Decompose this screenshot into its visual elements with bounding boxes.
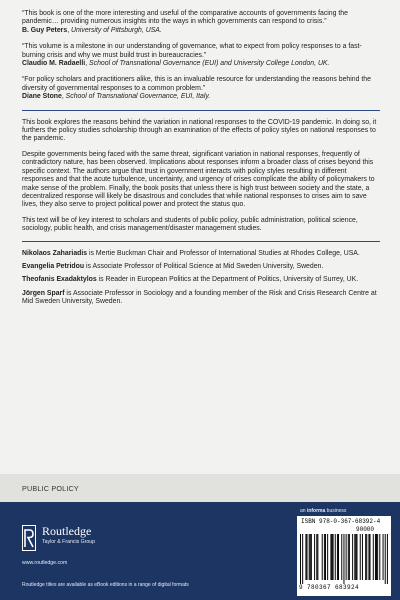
- description-paragraph: This book explores the reasons behind the variation in national responses to the COVID-19 pandemic. In doing so, it furthers the policy studies scholarship through an examination of the effects of policy styles on national responses to the pandemic.: [22, 118, 377, 143]
- ean-number: 9 780367 683924: [299, 584, 360, 591]
- barcode-bar: [302, 534, 303, 584]
- quote-author: B. Guy Peters: [22, 26, 68, 34]
- barcode-bar: [383, 534, 384, 580]
- description-paragraph: This text will be of key interest to scholars and students of public policy, public administration, political science, sociology, public health, and crisis management/disaster management studies.: [22, 216, 358, 233]
- barcode-bar: [348, 534, 349, 580]
- barcode-bar: [379, 534, 380, 580]
- author-name: Theofanis Exadaktylos: [22, 276, 97, 284]
- barcode-bar: [368, 534, 369, 580]
- quote-affiliation: University of Pittsburgh, USA.: [71, 26, 162, 34]
- barcode-bar: [349, 534, 350, 580]
- author-bio: [22, 276, 380, 284]
- barcode-bar: [314, 534, 315, 580]
- barcode-bar: [327, 534, 328, 580]
- author-bio-text: is Reader in European Politics at the Department of Politics, University of Surrey, UK.: [96, 276, 359, 284]
- publisher-url[interactable]: www.routledge.com: [22, 560, 68, 566]
- barcode-bar: [322, 534, 323, 580]
- barcode-bar: [346, 534, 347, 580]
- author-bio: [22, 250, 380, 258]
- author-name: Evangelia Petridou: [22, 262, 85, 270]
- quote-author: Diane Stone: [22, 93, 62, 101]
- barcode-bar: [376, 534, 377, 580]
- barcode-bar: [354, 534, 355, 580]
- author-name: Nikolaos Zahariadis: [22, 249, 88, 257]
- author-bio-text: is Associate Professor in Sociology and a founding member of the Risk and Crisis Research Centre at Mid Sweden University, Sweden.: [22, 289, 377, 306]
- barcode-bar: [307, 534, 308, 580]
- barcode-bar: [360, 534, 361, 580]
- barcode-bar: [330, 534, 331, 580]
- barcode-bar: [377, 534, 378, 580]
- barcode-bar: [324, 534, 325, 580]
- barcode-bar: [333, 534, 334, 580]
- author-bio: [22, 263, 380, 271]
- barcode-bar: [300, 534, 301, 584]
- quote-attribution: B. Guy Peters, University of Pittsburgh, USA.: [22, 26, 162, 34]
- endorsement-2: [22, 43, 380, 68]
- quote-author: Claudio M. Radaelli: [22, 60, 86, 68]
- back-cover-text: [22, 10, 380, 312]
- publisher-footer: [0, 502, 400, 600]
- barcode-bar: [317, 534, 318, 580]
- quote-text: “This volume is a milestone in our understanding of governance, what to expect from policy responses to a fast-burning crisis and why we must build trust in bureaucracies.”: [22, 43, 362, 59]
- barcode: [300, 534, 388, 584]
- isbn-number: ISBN 978-0-367-68392-4: [301, 518, 381, 525]
- barcode-bar: [311, 534, 312, 580]
- barcode-bar: [366, 534, 367, 580]
- author-bio-text: is Associate Professor of Political Science at Mid Sweden University, Sweden.: [84, 262, 324, 270]
- author-name: Jörgen Sparf: [22, 289, 65, 297]
- description-paragraph: Despite governments being faced with the same threat, significant variation in national responses, frequently of contradictory nature, has been observed. Implications about responses inform a broader class of crises beyond this specific context. The authors argue that trust in government interacts with policy styles resulting in different responses and that the acute turbulence, uncertainty, and urgency of crises complicate the ability of policymakers to make sense of the problem. Finally, the book posits that unless there is high trust between society and the state, a decentralized response will likely be disastrous and concludes that while national responses to crises aim to save lives, they also serve to project political power and protect the status quo.: [22, 150, 375, 209]
- author-bio-text: is Mertie Buckman Chair and Professor of International Studies at Rhodes College, USA.: [87, 249, 360, 257]
- barcode-bar: [332, 534, 333, 580]
- section-divider: [22, 110, 380, 111]
- barcode-panel: [297, 516, 391, 596]
- quote-affiliation: School of Transnational Governance, EUI, Italy.: [65, 93, 211, 101]
- barcode-bar: [355, 534, 356, 580]
- barcode-bar: [305, 534, 306, 580]
- barcode-bar: [362, 534, 363, 580]
- barcode-bar: [325, 534, 326, 580]
- section-divider: [22, 241, 380, 242]
- publisher-name: Routledge: [42, 524, 92, 538]
- barcode-bar: [338, 534, 339, 580]
- barcode-bar: [352, 534, 353, 580]
- barcode-bar: [387, 534, 388, 584]
- barcode-bar: [375, 534, 376, 580]
- barcode-bar: [309, 534, 310, 580]
- publisher-group: Taylor & Francis Group: [42, 539, 96, 545]
- price-code: 90000: [356, 526, 375, 533]
- barcode-bar: [335, 534, 336, 580]
- quote-attribution: Diane Stone, School of Transnational Governance, EUI, Italy.: [22, 93, 211, 101]
- barcode-bar: [316, 534, 317, 580]
- informa-label: an informa business: [300, 508, 347, 514]
- author-bio: [22, 290, 380, 307]
- barcode-bar: [343, 534, 344, 584]
- barcode-bar: [310, 534, 311, 580]
- quote-text: “This book is one of the more interesting and useful of the comparative accounts of governments facing the pandemic… providing numerous insights into the ways in which governments can respond to crisis.”: [22, 10, 348, 26]
- routledge-logo-icon: [22, 525, 36, 551]
- barcode-bar: [341, 534, 342, 580]
- quote-text: “For policy scholars and practitioners alike, this is an invaluable resource for understanding the reasons behind the diversity of governmental responses to a common problem.”: [22, 76, 371, 92]
- barcode-bar: [370, 534, 371, 580]
- endorsement-3: [22, 76, 380, 101]
- category-band: [0, 474, 400, 502]
- endorsement-1: [22, 10, 380, 35]
- ebook-note: Routledge titles are available as eBook editions in a range of digital formats: [22, 582, 189, 588]
- subject-category: PUBLIC POLICY: [22, 484, 79, 493]
- barcode-bar: [385, 534, 386, 584]
- barcode-bar: [337, 534, 338, 580]
- quote-affiliation: School of Transnational Governance (EUI) and University College London, UK.: [89, 60, 330, 68]
- barcode-bar: [356, 534, 357, 580]
- barcode-bar: [365, 534, 366, 580]
- barcode-bar: [373, 534, 374, 580]
- quote-attribution: Claudio M. Radaelli, School of Transnational Governance (EUI) and University College London, UK.: [22, 60, 330, 68]
